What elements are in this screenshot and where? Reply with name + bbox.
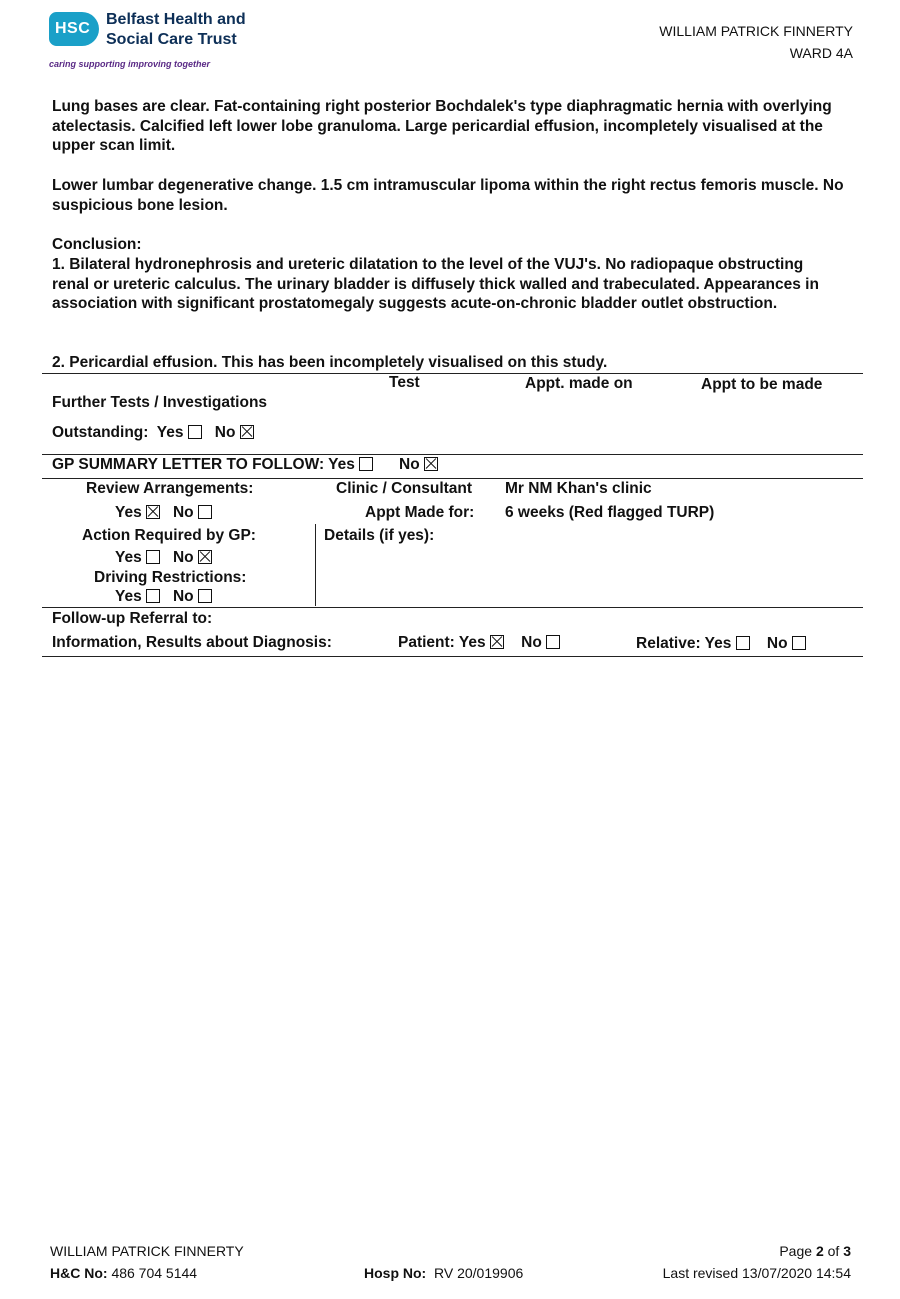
divider [42, 656, 863, 657]
review-label: Review Arrangements: [86, 480, 254, 497]
patient-no-checkbox[interactable] [546, 635, 560, 649]
conclusion-label: Conclusion: [52, 236, 142, 253]
last-revised: Last revised 13/07/2020 14:54 [662, 1265, 851, 1281]
gp-summary-label: GP SUMMARY LETTER TO FOLLOW: [52, 456, 325, 473]
appt-value: 6 weeks (Red flagged TURP) [505, 504, 715, 521]
appt-label: Appt Made for: [365, 504, 475, 521]
divider [42, 607, 863, 608]
gp-summary-yes-checkbox[interactable] [359, 457, 373, 471]
footer-right [663, 1240, 851, 1284]
divider [42, 478, 863, 479]
review-options: Yes No [115, 504, 212, 522]
report-paragraph-1: Lung bases are clear. Fat-containing right posterior Bochdalek's type diaphragmatic hernia with overlying atelectasis. Calcified left lower lobe granuloma. Large pericardial effusion, incompletely visualised at the upper scan limit. [52, 98, 832, 154]
report-paragraph-2: Lower lumbar degenerative change. 1.5 cm intramuscular lipoma within the right rectus femoris muscle. No suspicious bone lesion. [52, 177, 844, 214]
conclusion-2: 2. Pericardial effusion. This has been incompletely visualised on this study. [52, 354, 608, 371]
clinic-value: Mr NM Khan's clinic [505, 480, 652, 497]
driving-no-checkbox[interactable] [198, 589, 212, 603]
col-appt-made-on: Appt. made on [525, 375, 633, 392]
trust-name: Belfast Health and Social Care Trust [106, 11, 246, 48]
outstanding-yes-checkbox[interactable] [188, 425, 202, 439]
outstanding-label: Outstanding: [52, 424, 149, 441]
col-appt-to-be-made: Appt to be made [701, 376, 823, 393]
trust-tagline: caring supporting improving together [49, 59, 211, 69]
details-label: Details (if yes): [324, 527, 435, 544]
info-label: Information, Results about Diagnosis: [52, 634, 332, 651]
review-no-checkbox[interactable] [198, 505, 212, 519]
column-divider [315, 524, 316, 606]
footer-patient-name: WILLIAM PATRICK FINNERTY [50, 1243, 244, 1259]
divider [42, 373, 863, 374]
followup-label: Follow-up Referral to: [52, 610, 213, 627]
header-patient-info [659, 20, 853, 64]
col-test: Test [389, 374, 420, 391]
driving-yes-checkbox[interactable] [146, 589, 160, 603]
further-tests-label: Further Tests / Investigations [52, 394, 268, 411]
relative-no-checkbox[interactable] [792, 636, 806, 650]
action-no-checkbox[interactable] [198, 550, 212, 564]
gp-summary-no-checkbox[interactable] [424, 457, 438, 471]
footer-hosp-number: Hosp No: RV 20/019906 [364, 1265, 524, 1281]
relative-options: Relative: Yes No [636, 635, 806, 653]
action-options: Yes No [115, 549, 212, 567]
driving-options: Yes No [115, 588, 212, 606]
footer-hc-number: H&C No: 486 704 5144 [50, 1265, 198, 1281]
patient-options: Patient: Yes No [398, 634, 560, 652]
footer-left [50, 1240, 244, 1284]
action-yes-checkbox[interactable] [146, 550, 160, 564]
outstanding-no-checkbox[interactable] [240, 425, 254, 439]
header-patient-name: WILLIAM PATRICK FINNERTY [659, 23, 853, 39]
clinic-label: Clinic / Consultant [336, 480, 473, 497]
patient-yes-checkbox[interactable] [490, 635, 504, 649]
relative-yes-checkbox[interactable] [736, 636, 750, 650]
hsc-logo [49, 12, 99, 46]
conclusion-1: 1. Bilateral hydronephrosis and ureteric dilatation to the level of the VUJ's. No radiopaque obstructing renal or ureteric calculus. The urinary bladder is diffusely thick walled and trabeculated. Appearances in association with significant prostatomegaly suggests acute-on-chronic bladder outlet obstruction. [52, 256, 819, 312]
page-number: Page 2 of 3 [779, 1243, 851, 1259]
review-yes-checkbox[interactable] [146, 505, 160, 519]
action-label: Action Required by GP: [82, 527, 256, 544]
logo-text: HSC [55, 20, 91, 37]
driving-label: Driving Restrictions: [94, 569, 247, 586]
divider [42, 454, 863, 455]
header-ward: WARD 4A [789, 45, 853, 61]
gp-summary-row: GP SUMMARY LETTER TO FOLLOW: Yes No [52, 456, 438, 474]
outstanding-row: Outstanding: Yes No [52, 424, 254, 442]
